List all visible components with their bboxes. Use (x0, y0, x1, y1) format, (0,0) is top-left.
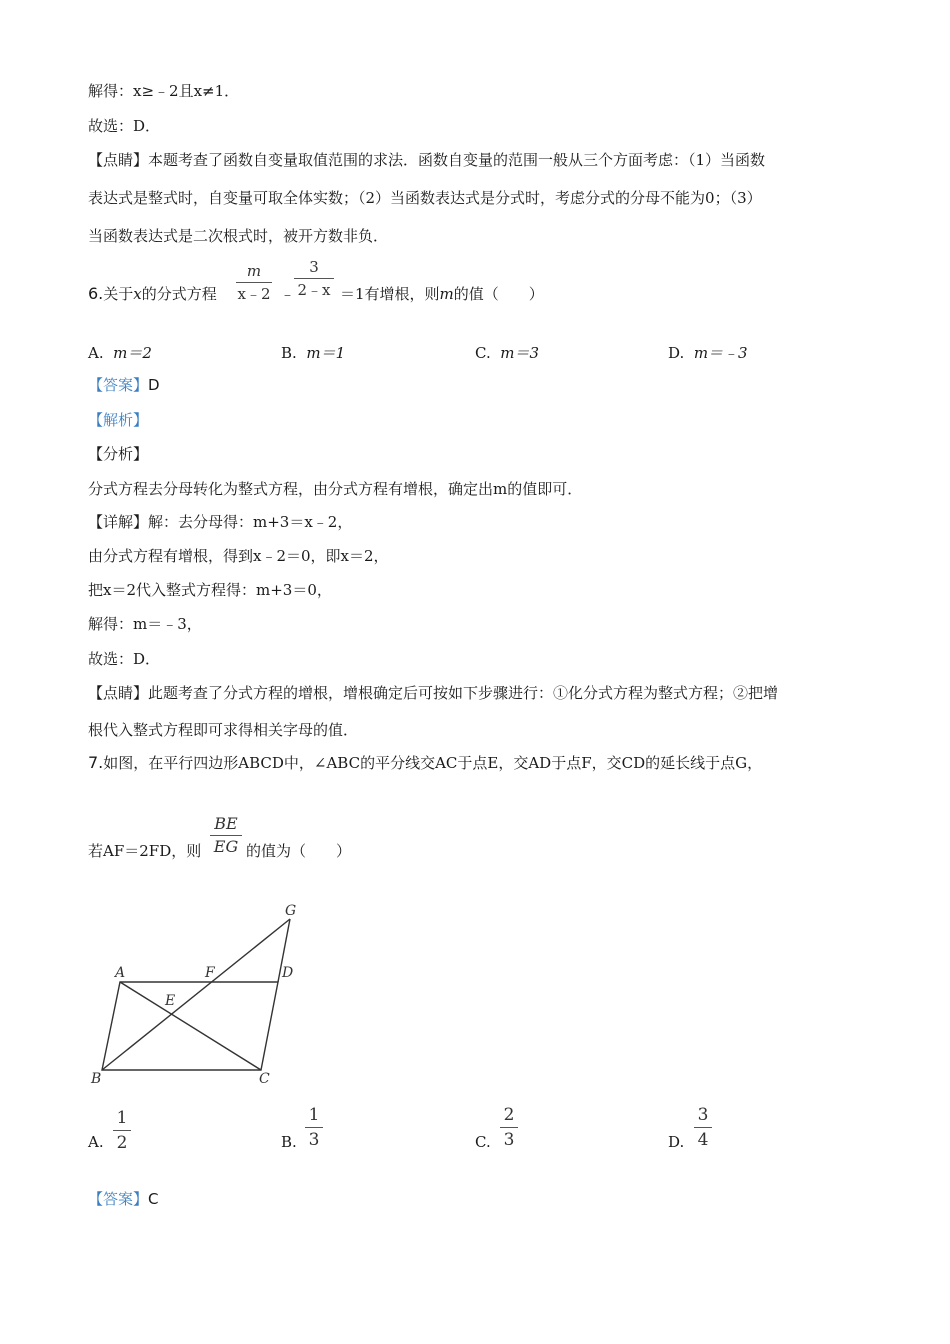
question-number: 7. (88, 753, 104, 772)
option-d: D. m＝﹣3 (668, 344, 748, 362)
question-text: 若AF＝2FD，则 (88, 842, 202, 860)
option-c-fraction: 2 3 (500, 1105, 518, 1150)
option-a-label: A. (88, 1133, 104, 1151)
dianjing-line: 表达式是整式时，自变量可取全体实数；（2）当函数表达式是分式时，考虑分式的分母不能为0；（3） (88, 189, 762, 207)
denominator: x﹣2 (237, 285, 271, 303)
fraction-3-over-2-x (294, 258, 334, 299)
question-text: 的分式方程 (141, 285, 217, 303)
label-f: F (205, 965, 215, 981)
solution-line: 故选：D． (88, 117, 161, 135)
minus-sign: ﹣ (280, 285, 296, 303)
step-line: 解得：m＝﹣3， (88, 615, 202, 633)
option-b-label: B. (281, 1133, 297, 1151)
label-d: D (282, 965, 294, 981)
answer-tag: 【答案】 (88, 376, 149, 394)
dianjing-line: 【点睛】此题考查了分式方程的增根，增根确定后可按如下步骤进行：①化分式方程为整式方程；②把增 (88, 684, 779, 702)
question-text: ＝1有增根，则 (340, 285, 440, 303)
fenxi-text: 分式方程去分母转化为整式方程，由分式方程有增根，确定出m的值即可． (88, 480, 583, 498)
option-c: C. m＝3 (475, 344, 540, 362)
option-a: A. m＝2 (88, 344, 152, 362)
line-bg (102, 919, 290, 1070)
question-7 (88, 753, 762, 773)
fraction-be-over-eg (210, 815, 242, 856)
denominator: 2﹣x (297, 281, 331, 299)
answer-line (88, 375, 160, 395)
step-line: 由分式方程有增根，得到x﹣2＝0，即x＝2， (88, 547, 389, 565)
dianjing-line: 当函数表达式是二次根式时，被开方数非负． (88, 227, 389, 245)
step-line: 故选：D． (88, 650, 161, 668)
numerator: m (246, 262, 262, 280)
step-line: 把x＝2代入整式方程得：m+3＝0， (88, 581, 332, 599)
option-b: B. m＝1 (281, 344, 346, 362)
answer-value: D (148, 376, 160, 394)
question-6 (88, 284, 217, 304)
denominator: EG (213, 837, 239, 856)
option-b-fraction: 1 3 (305, 1105, 323, 1150)
dianjing-line: 根代入整式方程即可求得相关字母的值． (88, 721, 359, 739)
answer-tag: 【答案】 (88, 1190, 149, 1208)
fraction-m-over-x-2 (236, 262, 272, 303)
parallelogram-figure (85, 895, 325, 1095)
label-a: A (115, 965, 126, 981)
question-text (340, 284, 544, 304)
option-d-label: D. (668, 1133, 685, 1151)
detail-line: 【详解】解：去分母得：m+3＝x﹣2， (88, 513, 353, 531)
question-text: 的值为（ ） (246, 842, 352, 860)
numerator: BE (214, 814, 238, 833)
solution-line: 解得：x≥﹣2且x≠1． (88, 82, 240, 100)
numerator: 3 (309, 258, 319, 276)
answer-value: C (148, 1190, 159, 1208)
question-text: 如图，在平行四边形ABCD中，∠ABC的平分线交AC于点E，交AD于点F，交CD的延长线于点G， (103, 754, 763, 772)
question-text: 关于 (103, 285, 134, 303)
question-number: 6. (88, 284, 104, 303)
option-d-fraction: 3 4 (694, 1105, 712, 1150)
label-c: C (259, 1071, 270, 1087)
question-text: 的值（ ） (453, 285, 544, 303)
label-e: E (165, 993, 176, 1009)
option-c-label: C. (475, 1133, 491, 1151)
label-g: G (285, 903, 297, 919)
answer-line (88, 1189, 159, 1209)
line-ac (120, 982, 261, 1070)
variable: m (439, 285, 454, 303)
analysis-tag: 【解析】 (88, 411, 149, 429)
fenxi-tag: 【分析】 (88, 445, 149, 463)
label-b: B (91, 1071, 102, 1087)
variable: x (133, 285, 142, 303)
dianjing-line: 【点睛】本题考查了函数自变量取值范围的求法．函数自变量的范围一般从三个方面考虑：（1）当函数 (88, 151, 766, 169)
option-a-fraction: 1 2 (113, 1108, 131, 1153)
